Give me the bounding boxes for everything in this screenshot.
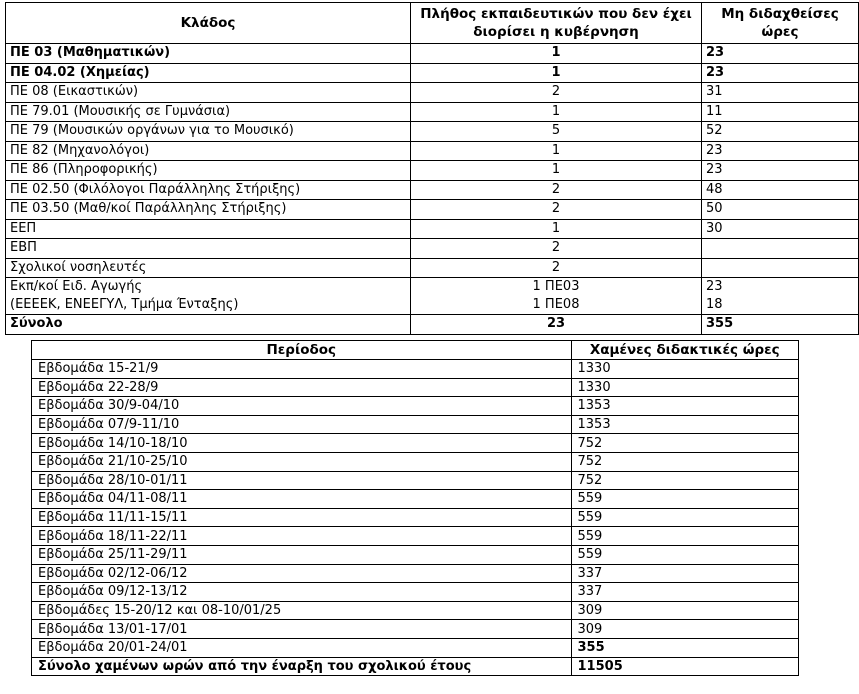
table-row: [6, 44, 859, 64]
hours-cell: 1330: [571, 360, 798, 379]
klados-cell: ΠΕ 03 (Μαθηματικών): [6, 44, 411, 64]
ores-cell: 31: [702, 83, 859, 103]
table-row: [6, 122, 859, 142]
header-hours: Χαμένες διδακτικές ώρες: [571, 341, 798, 360]
lost-hours-table: [31, 340, 799, 676]
ores-cell: 23: [702, 141, 859, 161]
hours-cell: 337: [571, 583, 798, 602]
table-row: [32, 527, 799, 546]
table-row: [32, 545, 799, 564]
klados-cell: ΕΒΠ: [6, 239, 411, 259]
table-row: [32, 434, 799, 453]
plithos-cell: 2: [411, 180, 702, 200]
klados-cell: ΠΕ 86 (Πληροφορικής): [6, 161, 411, 181]
table-row: [32, 397, 799, 416]
table-row: [32, 601, 799, 620]
table-row: [6, 180, 859, 200]
total-row: [32, 657, 799, 676]
table-row: [32, 564, 799, 583]
ores-cell: 11: [702, 102, 859, 122]
hours-cell: 309: [571, 601, 798, 620]
table-row: [6, 258, 859, 278]
klados-cell: ΠΕ 82 (Μηχανολόγοι): [6, 141, 411, 161]
plithos-cell: 5: [411, 122, 702, 142]
table-row: [6, 102, 859, 122]
period-cell: Εβδομάδα 13/01-17/01: [32, 620, 572, 639]
ores-cell: [702, 258, 859, 278]
ores-cell: [702, 278, 859, 315]
table-row: [32, 508, 799, 527]
period-cell: Εβδομάδα 20/01-24/01: [32, 638, 572, 657]
period-cell: Εβδομάδες 15-20/12 και 08-10/01/25: [32, 601, 572, 620]
hours-cell: 337: [571, 564, 798, 583]
klados-cell: Σχολικοί νοσηλευτές: [6, 258, 411, 278]
table-row: [32, 471, 799, 490]
plithos-cell: 2: [411, 83, 702, 103]
table-row: [32, 378, 799, 397]
header-plithos: Πλήθος εκπαιδευτικών που δεν έχει διορίσει η κυβέρνηση: [411, 3, 702, 44]
period-cell: Εβδομάδα 30/9-04/10: [32, 397, 572, 416]
period-cell: Εβδομάδα 18/11-22/11: [32, 527, 572, 546]
period-cell: Εβδομάδα 14/10-18/10: [32, 434, 572, 453]
table-row: [32, 452, 799, 471]
ores-cell: [702, 239, 859, 259]
header-ores: Μη διδαχθείσες ώρες: [702, 3, 859, 44]
klados-cell: [6, 278, 411, 315]
header-klados: Κλάδος: [6, 3, 411, 44]
table-row: [6, 161, 859, 181]
total-label: Σύνολο χαμένων ωρών από την έναρξη του σχολικού έτους: [32, 657, 572, 676]
klados-cell: ΠΕ 04.02 (Χημείας): [6, 63, 411, 83]
ores-cell: 52: [702, 122, 859, 142]
period-cell: Εβδομάδα 11/11-15/11: [32, 508, 572, 527]
table-header-row: [32, 341, 799, 360]
period-cell: Εβδομάδα 22-28/9: [32, 378, 572, 397]
klados-cell: ΠΕ 02.50 (Φιλόλογοι Παράλληλης Στήριξης): [6, 180, 411, 200]
total-ores: 355: [702, 315, 859, 335]
period-cell: Εβδομάδα 25/11-29/11: [32, 545, 572, 564]
table-row: [6, 83, 859, 103]
period-cell: Εβδομάδα 28/10-01/11: [32, 471, 572, 490]
header-period: Περίοδος: [32, 341, 572, 360]
hours-cell: 559: [571, 490, 798, 509]
table-row: [32, 415, 799, 434]
total-hours: 11505: [571, 657, 798, 676]
table-row: [6, 219, 859, 239]
ores-cell: 50: [702, 200, 859, 220]
total-row: [6, 315, 859, 335]
klados-cell: ΕΕΠ: [6, 219, 411, 239]
hours-cell: 559: [571, 508, 798, 527]
table-row: [6, 200, 859, 220]
period-cell: Εβδομάδα 09/12-13/12: [32, 583, 572, 602]
table-row: [6, 278, 859, 315]
plithos-cell: 2: [411, 200, 702, 220]
ores-cell: 48: [702, 180, 859, 200]
cell-line: 1 ΠΕ08: [532, 297, 580, 312]
hours-cell: 1353: [571, 397, 798, 416]
hours-cell: 559: [571, 527, 798, 546]
hours-cell: 752: [571, 471, 798, 490]
hours-cell: 752: [571, 452, 798, 471]
hours-cell: 1353: [571, 415, 798, 434]
table-row: [32, 490, 799, 509]
klados-cell: ΠΕ 03.50 (Μαθ/κοί Παράλληλης Στήριξης): [6, 200, 411, 220]
table-row: [32, 583, 799, 602]
table-row: [32, 360, 799, 379]
plithos-cell: 1: [411, 102, 702, 122]
period-cell: Εβδομάδα 15-21/9: [32, 360, 572, 379]
klados-cell: ΠΕ 79.01 (Μουσικής σε Γυμνάσια): [6, 102, 411, 122]
total-label: Σύνολο: [6, 315, 411, 335]
plithos-cell: 1: [411, 161, 702, 181]
klados-cell: ΠΕ 79 (Μουσικών οργάνων για το Μουσικό): [6, 122, 411, 142]
table-row: [6, 141, 859, 161]
hours-cell: 309: [571, 620, 798, 639]
plithos-cell: 1: [411, 141, 702, 161]
table-row: [32, 620, 799, 639]
table-row: [6, 63, 859, 83]
hours-cell: 752: [571, 434, 798, 453]
total-plithos: 23: [411, 315, 702, 335]
cell-line: 1 ΠΕ03: [532, 279, 580, 294]
cell-line: 23: [706, 279, 723, 294]
teachers-table: [5, 2, 859, 335]
klados-cell: ΠΕ 08 (Εικαστικών): [6, 83, 411, 103]
plithos-cell: [411, 278, 702, 315]
cell-line: 18: [706, 297, 723, 312]
plithos-cell: 2: [411, 258, 702, 278]
plithos-cell: 1: [411, 63, 702, 83]
period-cell: Εβδομάδα 21/10-25/10: [32, 452, 572, 471]
ores-cell: 23: [702, 63, 859, 83]
plithos-cell: 1: [411, 219, 702, 239]
period-cell: Εβδομάδα 07/9-11/10: [32, 415, 572, 434]
table-row: [6, 239, 859, 259]
plithos-cell: 1: [411, 44, 702, 64]
ores-cell: 30: [702, 219, 859, 239]
hours-cell: 559: [571, 545, 798, 564]
ores-cell: 23: [702, 161, 859, 181]
cell-line: (ΕΕΕΕΚ, ΕΝΕΕΓΥΛ, Τμήμα Ένταξης): [10, 297, 239, 312]
hours-cell: 1330: [571, 378, 798, 397]
hours-cell: 355: [571, 638, 798, 657]
ores-cell: 23: [702, 44, 859, 64]
table-row: [32, 638, 799, 657]
plithos-cell: 2: [411, 239, 702, 259]
table-header-row: [6, 3, 859, 44]
period-cell: Εβδομάδα 02/12-06/12: [32, 564, 572, 583]
cell-line: Εκπ/κοί Ειδ. Αγωγής: [10, 279, 143, 294]
period-cell: Εβδομάδα 04/11-08/11: [32, 490, 572, 509]
